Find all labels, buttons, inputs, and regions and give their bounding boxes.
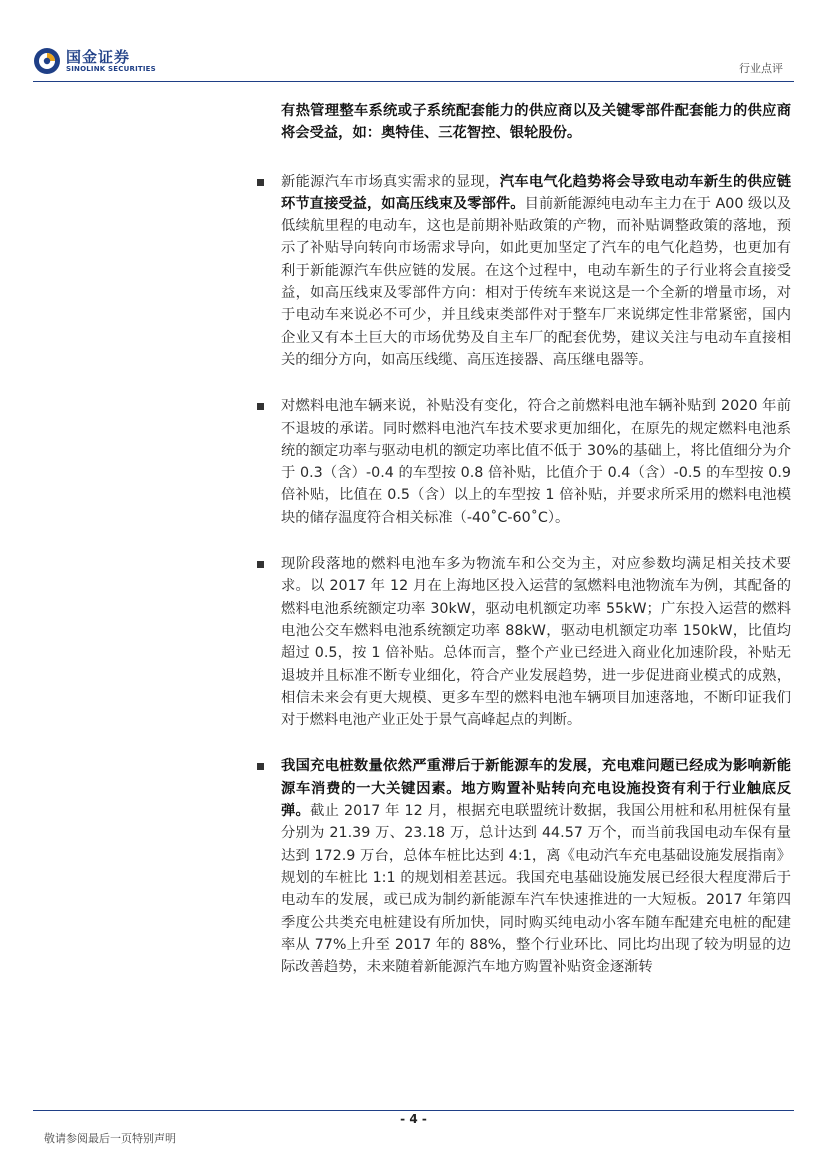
- paragraph-fuel-cell-subsidy: 对燃料电池车辆来说，补贴没有变化，符合之前燃料电池车辆补贴到 2020 年前不退坡的承诺。同时燃料电池汽车技术要求更加细化，在原先的规定燃料电池系统的额定功率与驱动电机的额定功率比值不低于 30%的基础上，将比值细分为介于 0.3（含）-0.4 的车型按 0.8 倍补贴，比值介于 0.4（含）-0.5 的车型按 0.9 倍补贴，比值在 0.5（含）以上的车型按 1 倍补贴，并要求所采用的燃料电池模块的储存温度符合相关标准（-40˚C-60˚C）。: [281, 398, 791, 526]
- logo-text-cn: 国金证券: [66, 48, 131, 66]
- paragraph-ev-supply-chain: [281, 171, 791, 372]
- square-bullet-icon: [257, 179, 264, 186]
- square-bullet-icon: [257, 561, 264, 568]
- paragraph-fuel-cell-deployment: 现阶段落地的燃料电池车多为物流车和公交为主，对应参数均满足相关技术要求。以 2017 年 12 月在上海地区投入运营的氢燃料电池物流车为例，其配备的燃料电池系统额定功率 30kW，驱动电机额定功率 55kW；广东投入运营的燃料电池公交车燃料电池系统额定功率 88kW，驱动电机额定功率 150kW，比值均超过 0.5，按 1 倍补贴。总体而言，整个产业已经进入商业化加速阶段，补贴无退坡并且标准不断专业细化，符合产业发展趋势，进一步促进商业模式的成熟，相信未来会有更大规模、更多车型的燃料电池车辆项目加速落地，不断印证我们对于燃料电池产业正处于景气高峰起点的判断。: [281, 556, 791, 729]
- bullet-item-fuel-cell-deployment: [281, 553, 791, 731]
- company-logo: [33, 46, 233, 78]
- paragraph-body-text: 截止 2017 年 12 月，根据充电联盟统计数据，我国公用桩和私用桩保有量分别为 21.39 万、23.18 万，总计达到 44.57 万个，而当前我国电动车保有量达到 172.9 万台，总体车桩比达到 4:1，离《电动汽车充电基础设施发展指南》规划的车桩比 1:1 的规划相差甚远。我国充电基础设施发展已经很大程度滞后于电动车的发展，或已成为制约新能源车汽车快速推进的一大短板。2017 年第四季度公共类充电桩建设有所加快，同时购买纯电动小客车随车配建充电桩的配建率从 77%上升至 2017 年的 88%，整个行业环比、同比均出现了较为明显的边际改善趋势，未来随着新能源汽车地方购置补贴资金逐渐转: [281, 803, 791, 976]
- bullet-item-ev-supply-chain: [281, 171, 791, 372]
- footer-disclaimer: 敬请参阅最后一页特别声明: [44, 1132, 176, 1145]
- intro-paragraph: 有热管理整车系统或子系统配套能力的供应商以及关键零部件配套能力的供应商将会受益，如：奥特佳、三花智控、银轮股份。: [281, 103, 791, 142]
- logo-text-en: SINOLINK SECURITIES: [66, 65, 156, 73]
- square-bullet-icon: [257, 763, 264, 770]
- sinolink-logo-icon: [33, 47, 61, 75]
- paragraph-charging-piles: [281, 755, 791, 978]
- bullet-item-charging-piles: [281, 755, 791, 978]
- paragraph-highlight: 汽车电气化趋势将会导致电动车新生的供应链环节直接受益，如高压线束及零部件。: [281, 173, 792, 212]
- paragraph-lead-text: 新能源汽车市场真实需求的显现，: [281, 173, 500, 190]
- paragraph-highlight: 我国充电桩数量依然严重滞后于新能源车的发展，充电难问题已经成为影响新能源车消费的一大关键因素。地方购置补贴转向充电设施投资有利于行业触底反弹。: [281, 758, 791, 820]
- square-bullet-icon: [257, 403, 264, 410]
- paragraph-body-text: 目前新能源纯电动车主力在于 A00 级以及低续航里程的电动车，这也是前期补贴政策的产物，而补贴调整政策的落地，预示了补贴导向转向市场需求导向，如此更加坚定了汽车的电气化趋势，也更加有利于新能源汽车供应链的发展。在这个过程中，电动车新生的子行业将会直接受益，如高压线束及零部件方向：相对于传统车来说这是一个全新的增量市场，对于电动车来说必不可少，并且线束类部件对于整车厂来说绑定性非常紧密，国内企业又有本土巨大的市场优势及自主车厂的配套优势，建议关注与电动车直接相关的细分方向，如高压线缆、高压连接器、高压继电器等。: [281, 195, 792, 368]
- report-body: [281, 100, 791, 978]
- footer-divider: [33, 1110, 794, 1111]
- page-number: - 4 -: [400, 1112, 427, 1126]
- report-type-label: 行业点评: [739, 62, 783, 75]
- header-divider: [33, 81, 794, 82]
- bullet-item-fuel-cell-subsidy: [281, 395, 791, 529]
